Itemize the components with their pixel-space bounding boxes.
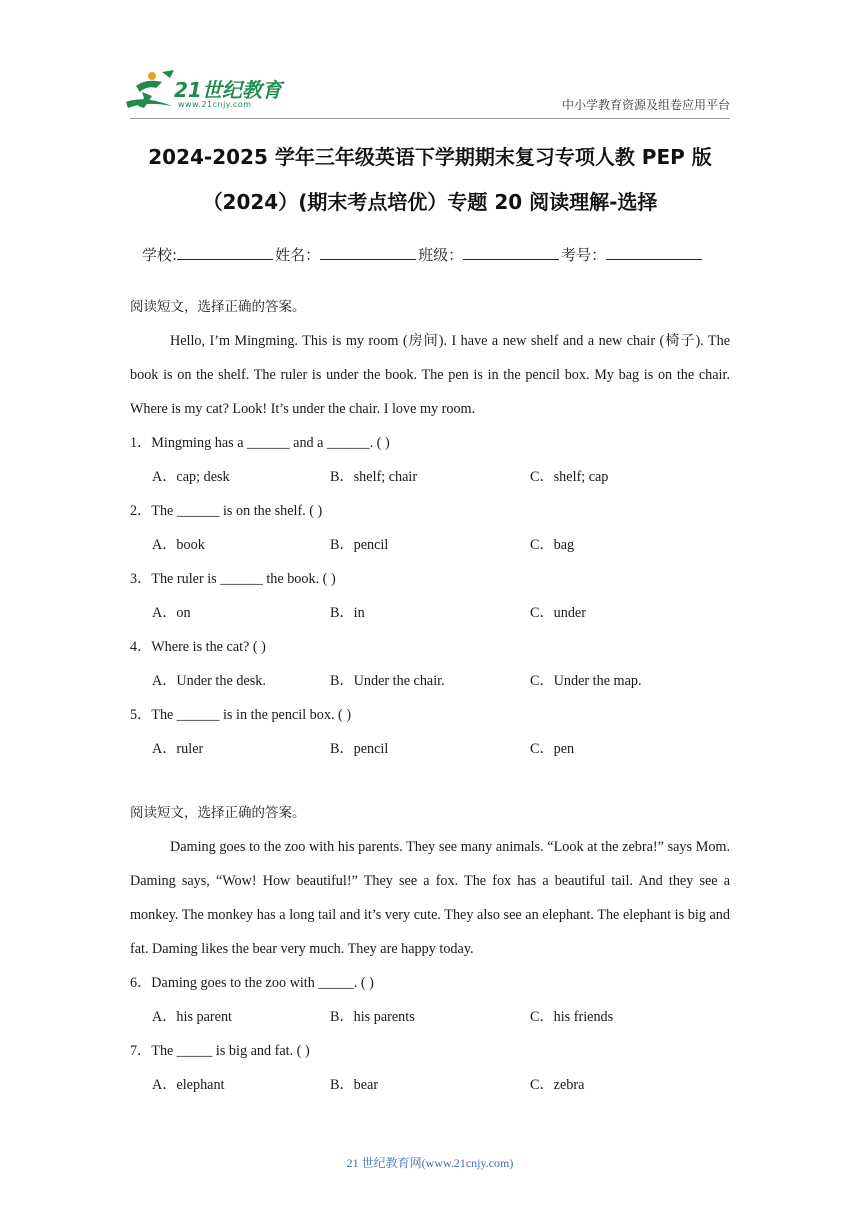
question-options <box>130 664 730 698</box>
option-a[interactable]: A．on <box>152 605 191 621</box>
question-stem: 2．The ______ is on the shelf. ( ) <box>130 503 323 519</box>
logo-text: 21世纪教育 <box>174 78 282 102</box>
option-c[interactable]: C．zebra <box>530 1077 585 1093</box>
question-options <box>130 460 730 494</box>
page-title-line-1: 2024-2025 学年三年级英语下学期期末复习专项人教 PEP 版 <box>148 145 712 169</box>
question-stem: 7．The _____ is big and fat. ( ) <box>130 1043 310 1059</box>
logo-url: www.21cnjy.com <box>178 100 252 109</box>
option-c[interactable]: C．shelf; cap <box>530 469 609 485</box>
option-b[interactable]: B．his parents <box>330 1009 415 1025</box>
section-instruction: 阅读短文，选择正确的答案。 <box>130 805 306 821</box>
school-label: 学校: <box>142 246 178 264</box>
option-b[interactable]: B．in <box>330 605 365 621</box>
runner-logo-icon <box>122 68 176 114</box>
option-a[interactable]: A．Under the desk. <box>152 673 266 689</box>
student-info-line <box>142 244 704 265</box>
question-stem: 1．Mingming has a ______ and a ______. ( ) <box>130 435 390 451</box>
option-a[interactable]: A．ruler <box>152 741 204 757</box>
section-spacer <box>130 766 730 796</box>
option-c[interactable]: C．Under the map. <box>530 673 642 689</box>
question-stem: 5．The ______ is in the pencil box. ( ) <box>130 707 352 723</box>
question-options <box>130 528 730 562</box>
class-blank[interactable] <box>463 245 559 260</box>
name-blank[interactable] <box>320 245 416 260</box>
platform-label: 中小学教育资源及组卷应用平台 <box>561 98 730 112</box>
option-a[interactable]: A．book <box>152 537 205 553</box>
class-label: 班级： <box>418 246 464 264</box>
question-stem: 6．Daming goes to the zoo with _____. ( ) <box>130 975 374 991</box>
question-options <box>130 596 730 630</box>
option-c[interactable]: C．pen <box>530 741 575 757</box>
option-b[interactable]: B．pencil <box>330 537 389 553</box>
option-a[interactable]: A．his parent <box>152 1009 232 1025</box>
option-a[interactable]: A．cap; desk <box>152 469 230 485</box>
site-logo <box>122 68 292 118</box>
option-b[interactable]: B．bear <box>330 1077 379 1093</box>
exercise-content <box>130 290 730 1102</box>
exam-number-label: 考号： <box>561 246 607 264</box>
reading-section-2 <box>130 796 730 1102</box>
section-instruction: 阅读短文，选择正确的答案。 <box>130 299 306 315</box>
question-options <box>130 1000 730 1034</box>
option-b[interactable]: B．shelf; chair <box>330 469 418 485</box>
option-b[interactable]: B．Under the chair. <box>330 673 445 689</box>
question-options <box>130 732 730 766</box>
option-a[interactable]: A．elephant <box>152 1077 225 1093</box>
reading-passage: Daming goes to the zoo with his parents. They see many animals. “Look at the zebra!” says Mom. Daming says, “Wow! How beautiful!” They see a fox. The fox has a beautiful tail. And they see a monkey. The monkey has a long tail and it’s very cute. They also see an elephant. The elephant is big and fat. Daming likes the bear very much. They are happy today. <box>130 839 730 957</box>
option-b[interactable]: B．pencil <box>330 741 389 757</box>
school-blank[interactable] <box>177 245 273 260</box>
header-divider <box>130 118 730 119</box>
reading-passage: Hello, I’m Mingming. This is my room (房间). I have a new shelf and a new chair (椅子). The book is on the shelf. The ruler is under the book. The pen is in the pencil box. My bag is on the chair. Where is my cat? Look! It’s under the chair. I love my room. <box>130 333 730 417</box>
question-options <box>130 1068 730 1102</box>
name-label: 姓名： <box>275 246 321 264</box>
question-stem: 3．The ruler is ______ the book. ( ) <box>130 571 336 587</box>
page-footer[interactable]: 21 世纪教育网(www.21cnjy.com) <box>346 1156 514 1170</box>
option-c[interactable]: C．bag <box>530 537 575 553</box>
option-c[interactable]: C．under <box>530 605 586 621</box>
page-title-line-2: （2024）(期末考点培优）专题 20 阅读理解-选择 <box>202 190 658 214</box>
reading-section-1 <box>130 290 730 766</box>
exam-number-blank[interactable] <box>606 245 702 260</box>
question-stem: 4．Where is the cat? ( ) <box>130 639 266 655</box>
option-c[interactable]: C．his friends <box>530 1009 614 1025</box>
